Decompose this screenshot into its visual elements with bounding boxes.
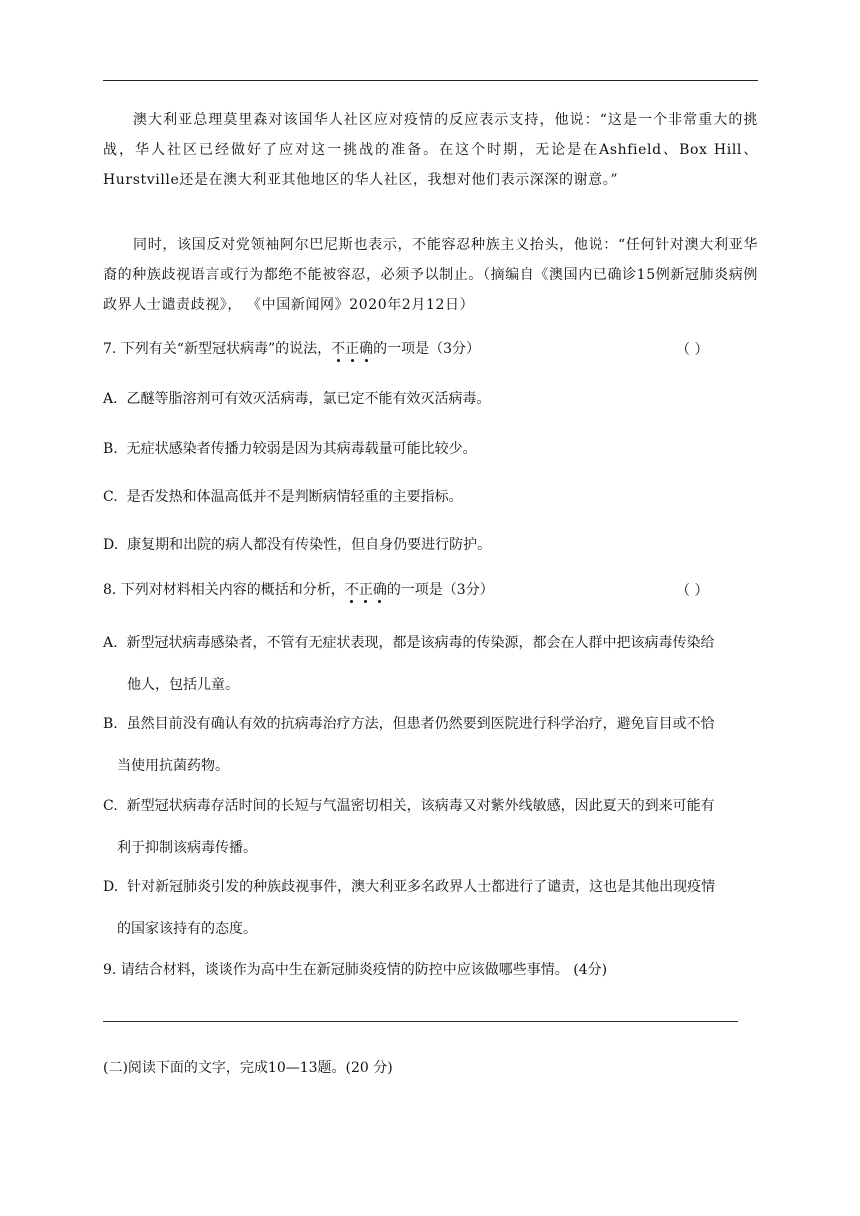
question-7-answer-blank: （ ） bbox=[676, 342, 709, 358]
question-7-option-d bbox=[103, 527, 758, 563]
passage-paragraph-2: 同时，该国反对党领袖阿尔巴尼斯也表示，不能容忍种族主义抬头，他说：“任何针对澳大利亚华裔的种族歧视语言或行为都绝不能被容忍，必须予以制止。（摘编自《澳国内已确诊15例新冠肺炎病例 政界人士谴责歧视》， 《中国新闻网》2020年2月12日） bbox=[103, 237, 758, 313]
question-8-option-d bbox=[103, 866, 758, 950]
question-7-emphasis-2: 正 bbox=[345, 341, 360, 357]
question-8-suffix: 的一项是（3分） bbox=[386, 582, 494, 598]
question-8-option-c bbox=[103, 785, 758, 869]
question-7-emphasis-1: 不 bbox=[331, 341, 346, 357]
option-text-line-2: 他人，包括儿童。 bbox=[127, 677, 239, 693]
question-8-emphasis-1: 不 bbox=[344, 582, 359, 598]
option-label: C. bbox=[103, 489, 118, 505]
answer-line bbox=[103, 1021, 738, 1022]
question-8-answer-blank: （ ） bbox=[676, 583, 709, 599]
top-rule bbox=[103, 80, 758, 81]
option-label: B. bbox=[103, 716, 118, 732]
option-text: 是否发热和体温高低并不是判断病情轻重的主要指标。 bbox=[126, 489, 463, 505]
option-label: D. bbox=[103, 879, 119, 895]
question-8-prefix: 8. 下列对材料相关内容的概括和分析， bbox=[103, 582, 345, 598]
question-8-option-b bbox=[103, 703, 758, 787]
option-text: 乙醚等脂溶剂可有效灭活病毒，氯已定不能有效灭活病毒。 bbox=[126, 391, 491, 407]
passage-paragraph-1: 澳大利亚总理莫里森对该国华人社区应对疫情的反应表示支持，他说：“这是一个非常重大的挑战，华人社区已经做好了应对这一挑战的准备。在这个时期，无论是在Ashfield、Box Hill、Hurstville还是在澳大利亚其他地区的华人社区，我想对他们表示深深的谢意。” bbox=[103, 112, 758, 188]
option-label: A. bbox=[103, 635, 118, 651]
question-7-emphasis-3: 确 bbox=[359, 341, 374, 357]
question-8-emphasis-2: 正 bbox=[358, 582, 373, 598]
question-9-stem: 9. 请结合材料，谈谈作为高中生在新冠肺炎疫情的防控中应该做哪些事情。 (4分) bbox=[103, 962, 608, 978]
option-text-line-2: 当使用抗菌药物。 bbox=[117, 758, 229, 774]
option-text-line-2: 的国家该持有的态度。 bbox=[117, 921, 257, 937]
option-text-line-1: 新型冠状病毒存活时间的长短与气温密切相关，该病毒又对紫外线敏感，因此夏天的到来可能有 bbox=[126, 798, 715, 814]
option-text-line-1: 虽然目前没有确认有效的抗病毒治疗方法，但患者仍然要到医院进行科学治疗，避免盲目或不恰 bbox=[126, 716, 715, 732]
question-7-option-b bbox=[103, 431, 758, 467]
option-text-line-1: 新型冠状病毒感染者，不管有无症状表现，都是该病毒的传染源，都会在人群中把该病毒传染给 bbox=[126, 635, 715, 651]
question-7-suffix: 的一项是（3分） bbox=[373, 341, 481, 357]
question-7-stem bbox=[103, 339, 758, 359]
section-2-heading: (二)阅读下面的文字，完成10—13题。(20 分) bbox=[103, 1060, 393, 1076]
question-8-emphasis-3: 确 bbox=[372, 582, 387, 598]
question-7-option-c bbox=[103, 479, 758, 515]
question-8-option-a bbox=[103, 622, 758, 706]
option-label: B. bbox=[103, 441, 118, 457]
question-8-stem bbox=[103, 580, 758, 600]
option-text-line-1: 针对新冠肺炎引发的种族歧视事件，澳大利亚多名政界人士都进行了谴责，这也是其他出现疫情 bbox=[127, 879, 716, 895]
option-text: 无症状感染者传播力较弱是因为其病毒载量可能比较少。 bbox=[126, 441, 477, 457]
option-label: C. bbox=[103, 798, 118, 814]
option-text: 康复期和出院的病人都没有传染性，但自身仍要进行防护。 bbox=[127, 537, 492, 553]
option-label: D. bbox=[103, 537, 119, 553]
question-7-prefix: 7. 下列有关“新型冠状病毒”的说法， bbox=[103, 341, 332, 357]
option-label: A. bbox=[103, 391, 118, 407]
option-text-line-2: 利于抑制该病毒传播。 bbox=[117, 840, 257, 856]
question-7-option-a bbox=[103, 381, 758, 417]
